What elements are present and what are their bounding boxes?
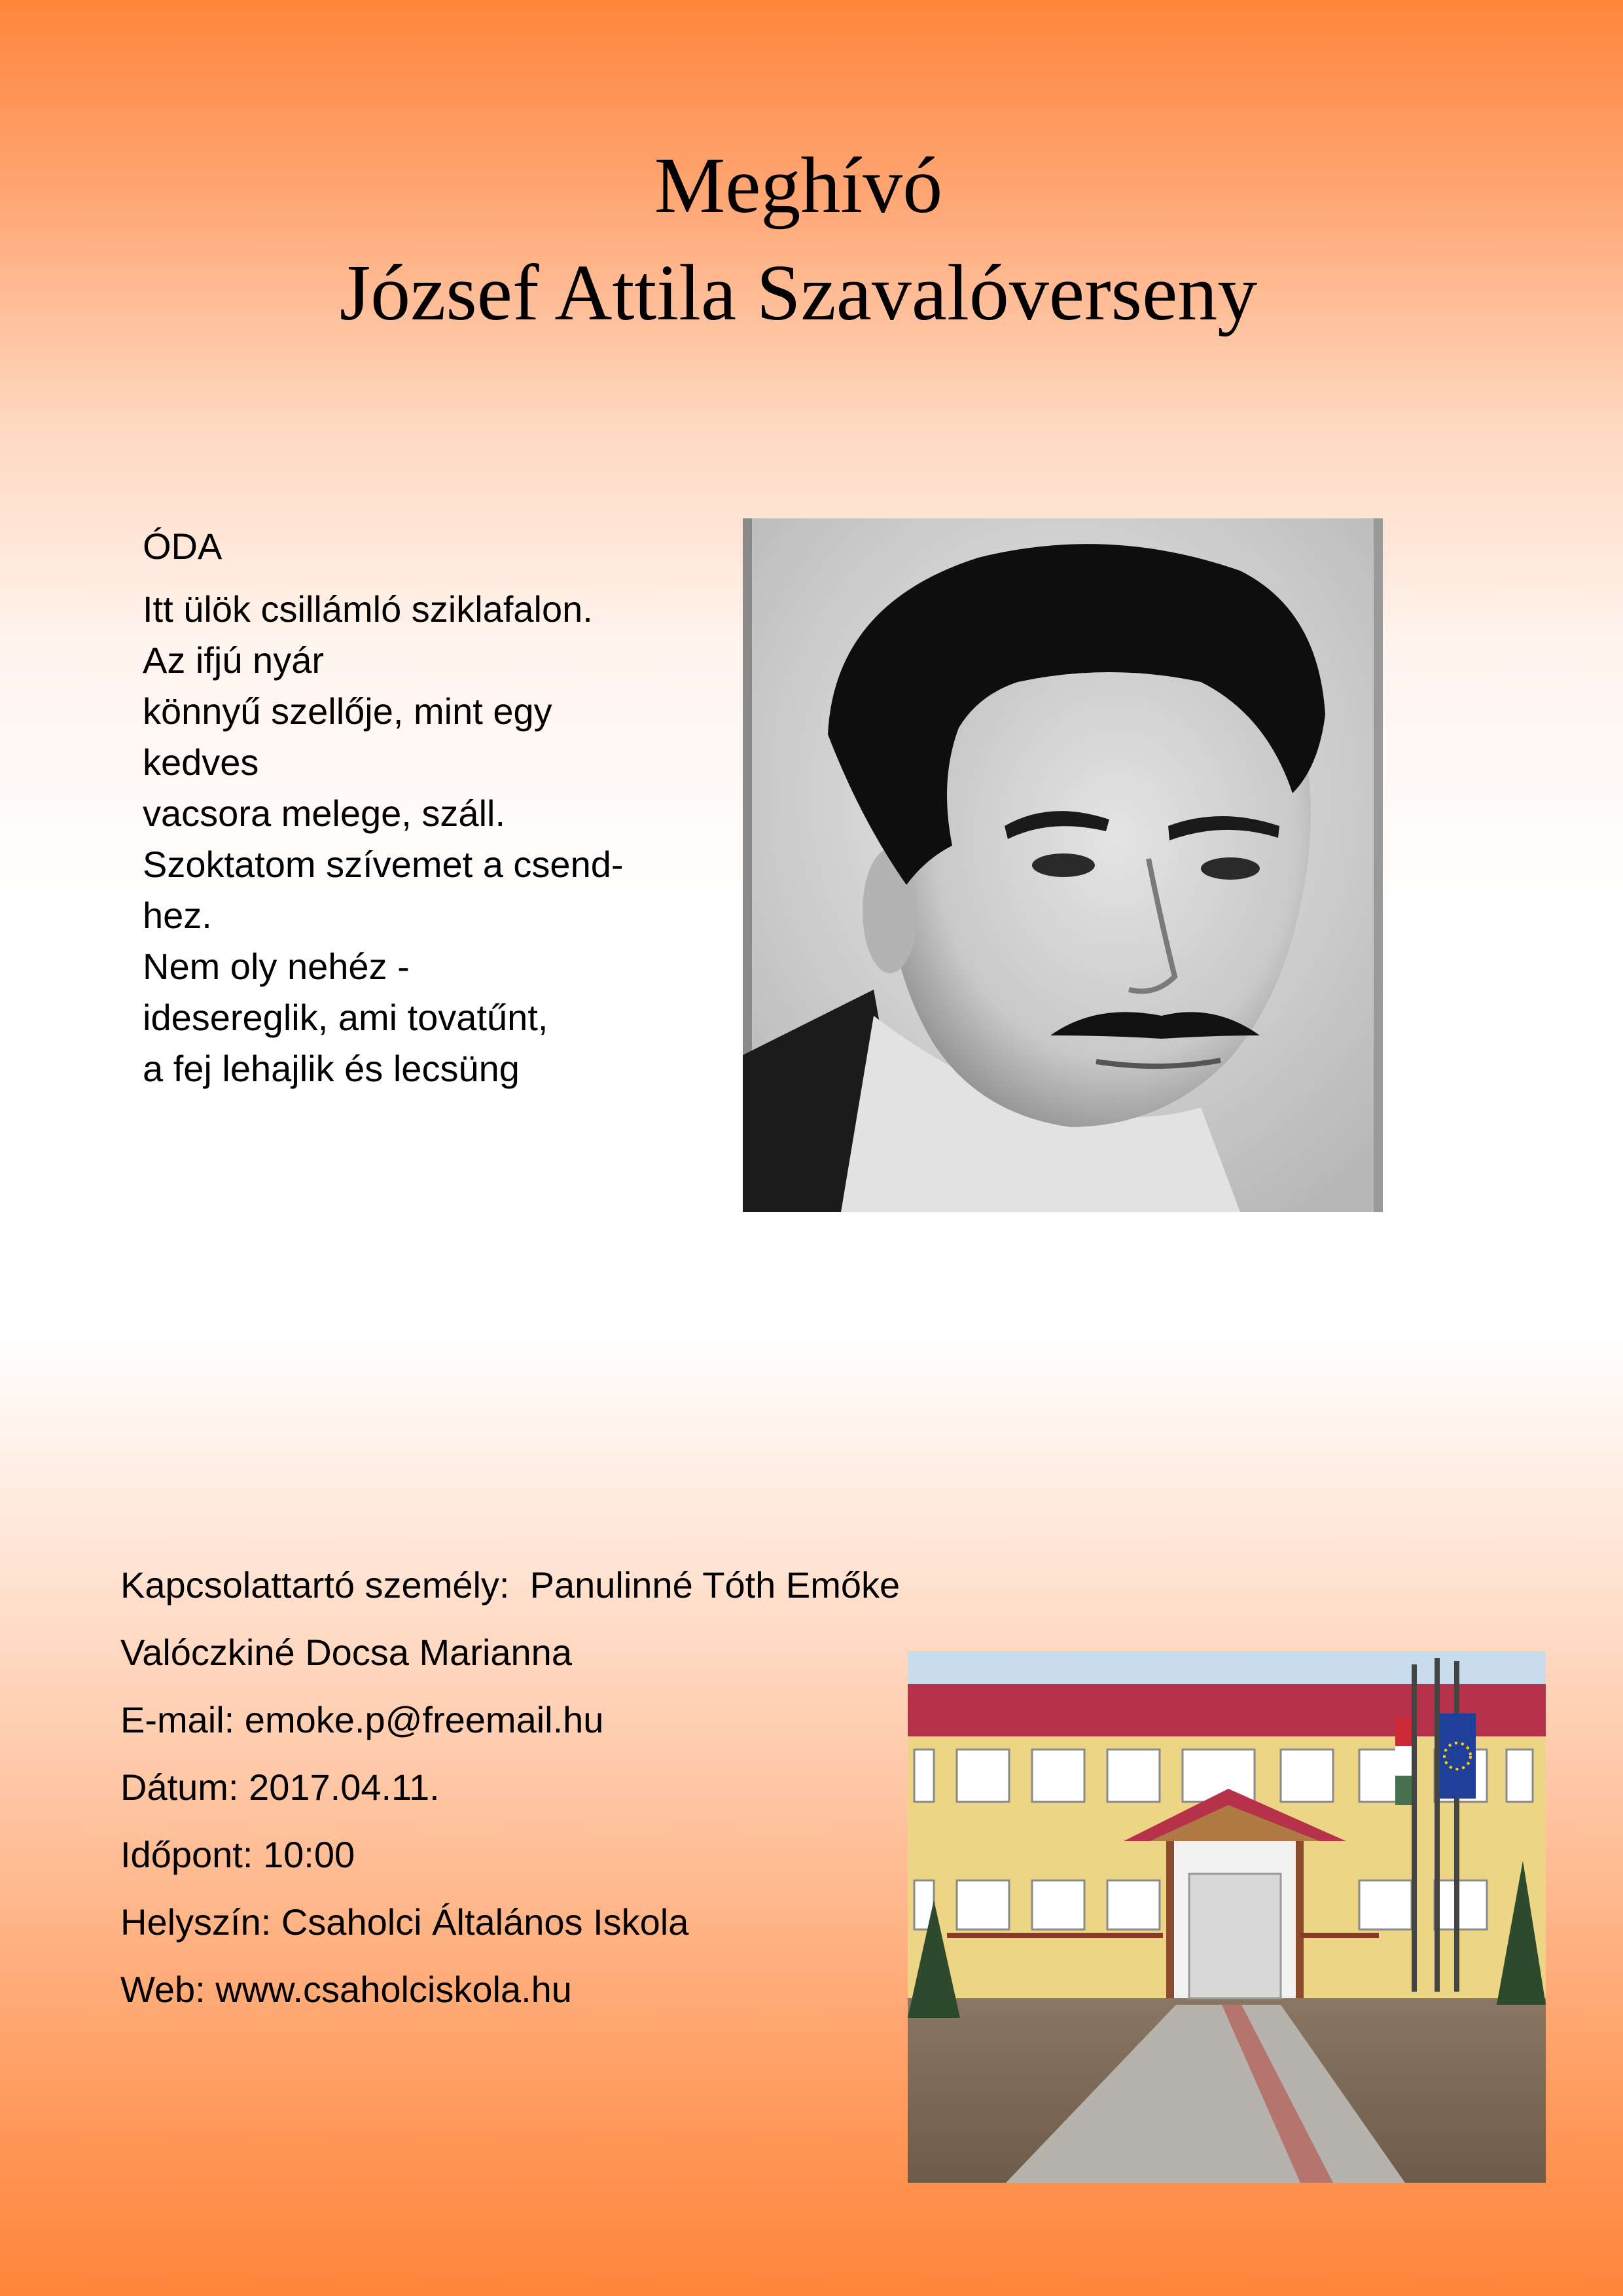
poem-line: Nem oly nehéz -: [143, 946, 410, 987]
contact-label: Kapcsolattartó személy:: [120, 1564, 510, 1605]
email-line: [120, 1686, 900, 1753]
web-label: Web:: [120, 1969, 205, 2010]
contact-name-1: Panulinné Tóth Emőke: [529, 1564, 901, 1605]
school-building-photo: [908, 1651, 1546, 2183]
poem-line: kedves: [143, 742, 259, 783]
date-label: Dátum:: [120, 1767, 239, 1808]
email-label: E-mail:: [120, 1699, 235, 1740]
poem-line: könnyű szellője, mint egy: [143, 691, 552, 732]
contact-name-2: Valóczkiné Docsa Marianna: [120, 1632, 572, 1673]
poem-line: a fej lehajlik és lecsüng: [143, 1048, 520, 1089]
time-line: [120, 1821, 900, 1888]
portrait-illustration: [743, 518, 1383, 1212]
web-value: www.csaholciskola.hu: [215, 1969, 572, 2010]
poem-line: Szoktatom szívemet a csend-: [143, 844, 624, 885]
poem-line: Az ifjú nyár: [143, 639, 324, 681]
invitation-title: Meghívó: [654, 141, 943, 230]
contact-line-2: [120, 1619, 900, 1686]
poem-title: ÓDA: [143, 526, 223, 567]
portrait-photo: [743, 518, 1383, 1212]
poem-line: idesereglik, ami tovatűnt,: [143, 997, 548, 1038]
school-illustration: [908, 1651, 1546, 2183]
poem: [143, 517, 705, 1094]
time-value: 10:00: [262, 1834, 355, 1875]
poem-line: vacsora melege, száll.: [143, 793, 506, 834]
poem-line: hez.: [143, 895, 212, 936]
date-value: 2017.04.11.: [249, 1767, 440, 1808]
time-label: Időpont:: [120, 1834, 253, 1875]
event-title: József Attila Szavalóverseny: [339, 249, 1258, 337]
date-line: [120, 1753, 900, 1821]
contact-line: [120, 1551, 900, 1619]
event-info: [120, 1551, 900, 2023]
poem-line: Itt ülök csillámló sziklafalon.: [143, 588, 593, 630]
location-label: Helyszín:: [120, 1901, 272, 1943]
location-value: Csaholci Általános Iskola: [281, 1901, 689, 1943]
web-line: [120, 1956, 900, 2023]
email-value: emoke.p@freemail.hu: [244, 1699, 604, 1740]
location-line: [120, 1888, 900, 1956]
